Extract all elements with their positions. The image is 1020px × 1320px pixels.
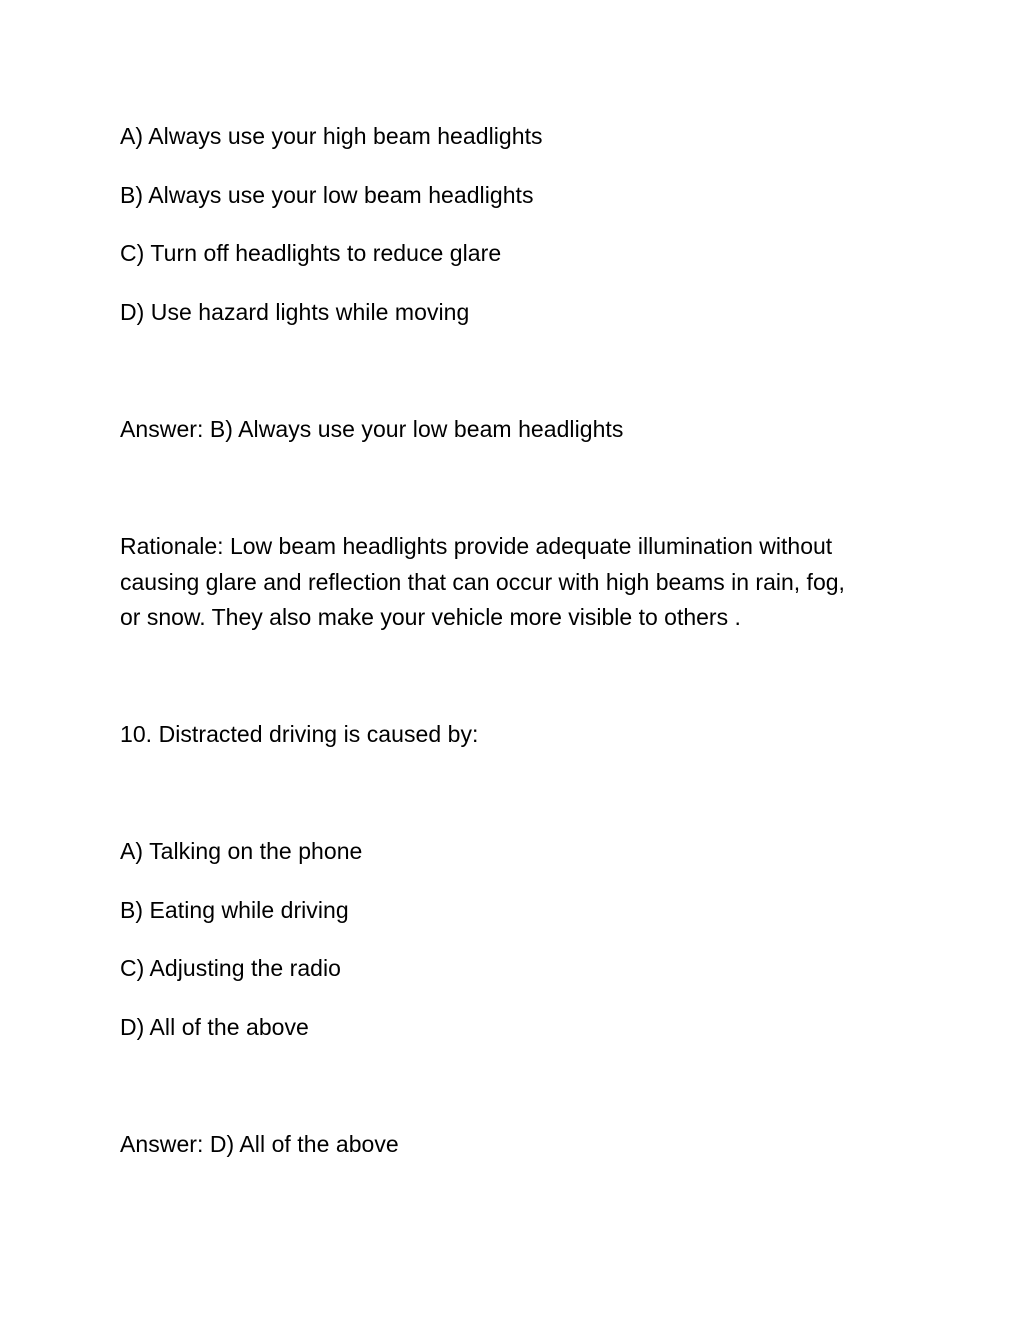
q9-rationale [120,529,910,636]
rationale-line: causing glare and reflection that can occur with high beams in rain, fog, [120,568,845,595]
q9-answer: Answer: B) Always use your low beam headlights [120,416,624,442]
q10-prompt: 10. Distracted driving is caused by: [120,721,479,747]
q9-option-c: C) Turn off headlights to reduce glare [120,240,502,266]
rationale-line: or snow. They also make your vehicle more visible to others . [120,604,741,630]
q10-answer: Answer: D) All of the above [120,1131,399,1157]
q10-option-d: D) All of the above [120,1014,309,1040]
q9-option-a: A) Always use your high beam headlights [120,123,543,149]
q10-option-b: B) Eating while driving [120,897,349,923]
q10-option-a: A) Talking on the phone [120,838,363,864]
rationale-line: Rationale: Low beam headlights provide adequate illumination without [120,533,833,559]
q9-option-d: D) Use hazard lights while moving [120,299,470,325]
q9-option-b: B) Always use your low beam headlights [120,182,534,208]
q10-option-c: C) Adjusting the radio [120,955,342,981]
